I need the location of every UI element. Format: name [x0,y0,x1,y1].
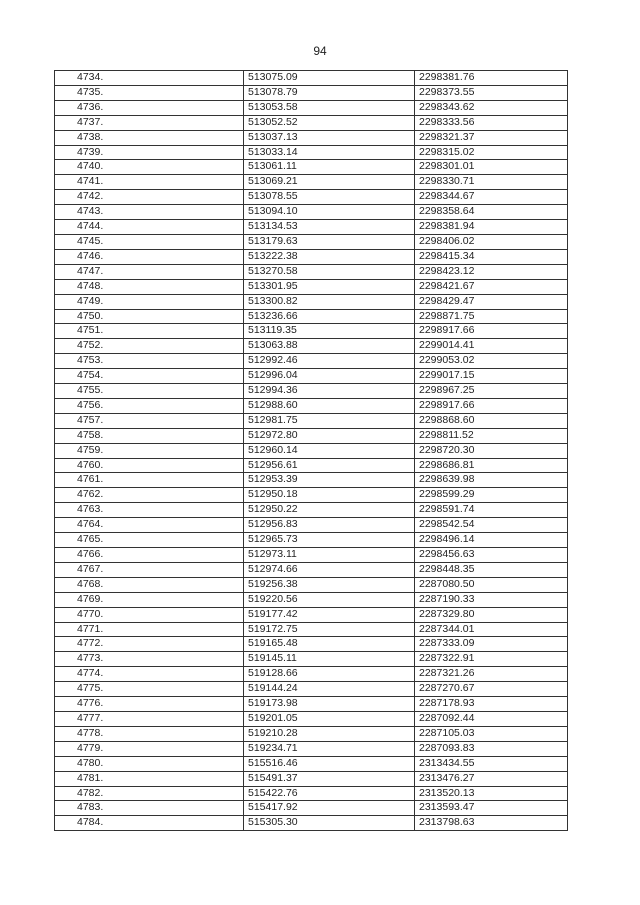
x-coordinate-cell: 513075.09 [244,71,415,86]
x-coordinate-cell: 512953.39 [244,473,415,488]
y-coordinate-cell: 2287322.91 [415,652,568,667]
row-index-cell: 4739. [55,145,244,160]
x-coordinate-cell: 513119.35 [244,324,415,339]
table-row [55,354,568,369]
x-coordinate-cell: 513078.55 [244,190,415,205]
row-index-cell: 4746. [55,249,244,264]
x-coordinate-cell: 519210.28 [244,726,415,741]
y-coordinate-cell: 2313593.47 [415,801,568,816]
row-index-cell: 4758. [55,428,244,443]
y-coordinate-cell: 2298871.75 [415,309,568,324]
x-coordinate-cell: 513134.53 [244,220,415,235]
table-row [55,115,568,130]
y-coordinate-cell: 2287270.67 [415,682,568,697]
y-coordinate-cell: 2313520.13 [415,786,568,801]
table-row [55,205,568,220]
y-coordinate-cell: 2287321.26 [415,667,568,682]
y-coordinate-cell: 2299053.02 [415,354,568,369]
x-coordinate-cell: 519256.38 [244,577,415,592]
row-index-cell: 4734. [55,71,244,86]
y-coordinate-cell: 2298686.81 [415,458,568,473]
x-coordinate-cell: 512974.66 [244,562,415,577]
row-index-cell: 4779. [55,741,244,756]
y-coordinate-cell: 2299017.15 [415,369,568,384]
row-index-cell: 4772. [55,637,244,652]
y-coordinate-cell: 2298315.02 [415,145,568,160]
y-coordinate-cell: 2298917.66 [415,324,568,339]
row-index-cell: 4760. [55,458,244,473]
y-coordinate-cell: 2298917.66 [415,398,568,413]
x-coordinate-cell: 512988.60 [244,398,415,413]
row-index-cell: 4771. [55,622,244,637]
x-coordinate-cell: 515417.92 [244,801,415,816]
table-row [55,309,568,324]
x-coordinate-cell: 513052.52 [244,115,415,130]
x-coordinate-cell: 513094.10 [244,205,415,220]
y-coordinate-cell: 2313798.63 [415,816,568,831]
x-coordinate-cell: 513222.38 [244,249,415,264]
row-index-cell: 4784. [55,816,244,831]
y-coordinate-cell: 2298542.54 [415,518,568,533]
row-index-cell: 4765. [55,533,244,548]
y-coordinate-cell: 2287080.50 [415,577,568,592]
x-coordinate-cell: 519128.66 [244,667,415,682]
table-row [55,637,568,652]
row-index-cell: 4737. [55,115,244,130]
x-coordinate-cell: 512950.22 [244,503,415,518]
y-coordinate-cell: 2298373.55 [415,85,568,100]
x-coordinate-cell: 515516.46 [244,756,415,771]
x-coordinate-cell: 515422.76 [244,786,415,801]
row-index-cell: 4744. [55,220,244,235]
table-row [55,518,568,533]
table-row [55,682,568,697]
row-index-cell: 4735. [55,85,244,100]
x-coordinate-cell: 519234.71 [244,741,415,756]
x-coordinate-cell: 512973.11 [244,548,415,563]
y-coordinate-cell: 2298333.56 [415,115,568,130]
y-coordinate-cell: 2298429.47 [415,294,568,309]
table-row [55,85,568,100]
x-coordinate-cell: 513033.14 [244,145,415,160]
table-row [55,667,568,682]
table-row [55,160,568,175]
y-coordinate-cell: 2298639.98 [415,473,568,488]
x-coordinate-cell: 519220.56 [244,592,415,607]
y-coordinate-cell: 2287329.80 [415,607,568,622]
row-index-cell: 4751. [55,324,244,339]
y-coordinate-cell: 2287093.83 [415,741,568,756]
row-index-cell: 4740. [55,160,244,175]
x-coordinate-cell: 512965.73 [244,533,415,548]
row-index-cell: 4775. [55,682,244,697]
table-row [55,190,568,205]
table-row [55,562,568,577]
row-index-cell: 4783. [55,801,244,816]
row-index-cell: 4764. [55,518,244,533]
table-row [55,533,568,548]
row-index-cell: 4748. [55,279,244,294]
y-coordinate-cell: 2287190.33 [415,592,568,607]
y-coordinate-cell: 2298591.74 [415,503,568,518]
y-coordinate-cell: 2298406.02 [415,234,568,249]
y-coordinate-cell: 2298423.12 [415,264,568,279]
y-coordinate-cell: 2298344.67 [415,190,568,205]
x-coordinate-cell: 512950.18 [244,488,415,503]
row-index-cell: 4736. [55,100,244,115]
x-coordinate-cell: 513037.13 [244,130,415,145]
x-coordinate-cell: 519201.05 [244,711,415,726]
y-coordinate-cell: 2298343.62 [415,100,568,115]
table-row [55,428,568,443]
row-index-cell: 4766. [55,548,244,563]
y-coordinate-cell: 2298448.35 [415,562,568,577]
x-coordinate-cell: 513300.82 [244,294,415,309]
row-index-cell: 4756. [55,398,244,413]
y-coordinate-cell: 2287178.93 [415,697,568,712]
table-row [55,220,568,235]
x-coordinate-cell: 513061.11 [244,160,415,175]
row-index-cell: 4754. [55,369,244,384]
table-row [55,413,568,428]
x-coordinate-cell: 513301.95 [244,279,415,294]
x-coordinate-cell: 513270.58 [244,264,415,279]
table-row [55,548,568,563]
table-row [55,398,568,413]
table-row [55,816,568,831]
row-index-cell: 4769. [55,592,244,607]
y-coordinate-cell: 2287092.44 [415,711,568,726]
table-row [55,503,568,518]
x-coordinate-cell: 515305.30 [244,816,415,831]
x-coordinate-cell: 513069.21 [244,175,415,190]
x-coordinate-cell: 513063.88 [244,339,415,354]
row-index-cell: 4767. [55,562,244,577]
row-index-cell: 4777. [55,711,244,726]
table-row [55,234,568,249]
y-coordinate-cell: 2298720.30 [415,443,568,458]
row-index-cell: 4773. [55,652,244,667]
x-coordinate-cell: 512992.46 [244,354,415,369]
y-coordinate-cell: 2298421.67 [415,279,568,294]
row-index-cell: 4770. [55,607,244,622]
row-index-cell: 4743. [55,205,244,220]
y-coordinate-cell: 2313434.55 [415,756,568,771]
coordinates-table [54,70,568,831]
table-row [55,458,568,473]
table-row [55,786,568,801]
x-coordinate-cell: 512972.80 [244,428,415,443]
row-index-cell: 4776. [55,697,244,712]
row-index-cell: 4757. [55,413,244,428]
table-row [55,592,568,607]
table-row [55,652,568,667]
x-coordinate-cell: 512981.75 [244,413,415,428]
table-row [55,324,568,339]
table-row [55,741,568,756]
y-coordinate-cell: 2299014.41 [415,339,568,354]
table-row [55,488,568,503]
table-row [55,801,568,816]
table-row [55,145,568,160]
row-index-cell: 4741. [55,175,244,190]
table-row [55,443,568,458]
y-coordinate-cell: 2298330.71 [415,175,568,190]
y-coordinate-cell: 2298381.76 [415,71,568,86]
x-coordinate-cell: 513236.66 [244,309,415,324]
y-coordinate-cell: 2298496.14 [415,533,568,548]
y-coordinate-cell: 2298415.34 [415,249,568,264]
x-coordinate-cell: 519173.98 [244,697,415,712]
table-row [55,697,568,712]
page-number: 94 [313,44,327,58]
x-coordinate-cell: 513179.63 [244,234,415,249]
x-coordinate-cell: 512994.36 [244,384,415,399]
y-coordinate-cell: 2298599.29 [415,488,568,503]
y-coordinate-cell: 2287105.03 [415,726,568,741]
table-row [55,711,568,726]
row-index-cell: 4763. [55,503,244,518]
row-index-cell: 4755. [55,384,244,399]
y-coordinate-cell: 2287333.09 [415,637,568,652]
row-index-cell: 4782. [55,786,244,801]
y-coordinate-cell: 2298301.01 [415,160,568,175]
table-row [55,279,568,294]
x-coordinate-cell: 512996.04 [244,369,415,384]
row-index-cell: 4768. [55,577,244,592]
table-row [55,622,568,637]
table-row [55,264,568,279]
row-index-cell: 4750. [55,309,244,324]
y-coordinate-cell: 2298456.63 [415,548,568,563]
row-index-cell: 4753. [55,354,244,369]
table-row [55,577,568,592]
y-coordinate-cell: 2298358.64 [415,205,568,220]
row-index-cell: 4747. [55,264,244,279]
row-index-cell: 4742. [55,190,244,205]
y-coordinate-cell: 2313476.27 [415,771,568,786]
y-coordinate-cell: 2287344.01 [415,622,568,637]
table-row [55,756,568,771]
table-row [55,249,568,264]
row-index-cell: 4738. [55,130,244,145]
y-coordinate-cell: 2298967.25 [415,384,568,399]
table-row [55,339,568,354]
x-coordinate-cell: 519145.11 [244,652,415,667]
table-row [55,607,568,622]
y-coordinate-cell: 2298811.52 [415,428,568,443]
x-coordinate-cell: 515491.37 [244,771,415,786]
table-row [55,294,568,309]
y-coordinate-cell: 2298381.94 [415,220,568,235]
row-index-cell: 4761. [55,473,244,488]
table-row [55,726,568,741]
table-row [55,100,568,115]
row-index-cell: 4762. [55,488,244,503]
table-row [55,130,568,145]
row-index-cell: 4774. [55,667,244,682]
table-row [55,175,568,190]
x-coordinate-cell: 519177.42 [244,607,415,622]
row-index-cell: 4780. [55,756,244,771]
x-coordinate-cell: 519165.48 [244,637,415,652]
x-coordinate-cell: 519172.75 [244,622,415,637]
row-index-cell: 4749. [55,294,244,309]
table-row [55,473,568,488]
y-coordinate-cell: 2298868.60 [415,413,568,428]
x-coordinate-cell: 512960.14 [244,443,415,458]
x-coordinate-cell: 513078.79 [244,85,415,100]
row-index-cell: 4759. [55,443,244,458]
table-row [55,369,568,384]
x-coordinate-cell: 513053.58 [244,100,415,115]
table-row [55,384,568,399]
row-index-cell: 4752. [55,339,244,354]
row-index-cell: 4778. [55,726,244,741]
table-row [55,771,568,786]
x-coordinate-cell: 512956.83 [244,518,415,533]
row-index-cell: 4781. [55,771,244,786]
x-coordinate-cell: 519144.24 [244,682,415,697]
table-row [55,71,568,86]
row-index-cell: 4745. [55,234,244,249]
coordinates-table-body [55,71,568,831]
y-coordinate-cell: 2298321.37 [415,130,568,145]
x-coordinate-cell: 512956.61 [244,458,415,473]
